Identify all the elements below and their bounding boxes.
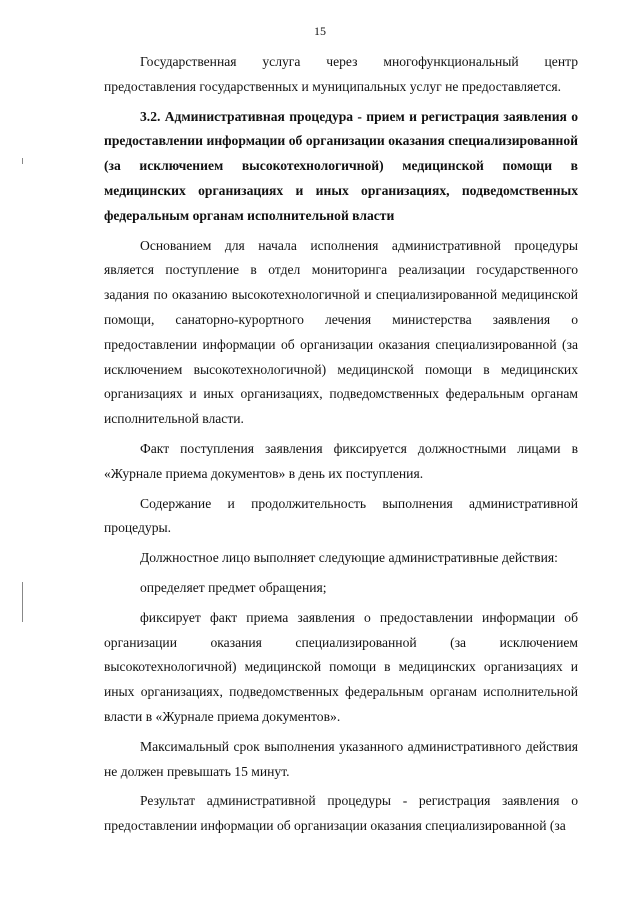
paragraph-registration-fact: Факт поступления заявления фиксируется должностными лицами в «Журнале приема документов» в день их поступления.: [104, 440, 578, 481]
paragraph-basis: Основанием для начала исполнения административной процедуры является поступление в отдел мониторинга реализации государственного задания по оказанию высокотехнологичной и специализированной медицинской помощи, санаторно-курортного лечения министерства заявления о предоставлении информации об организации оказания специализированной (за исключением высокотехнологичной) медицинской помощи в медицинских организациях и иных организациях, подведомственных федеральным органам исполнительной власти.: [104, 237, 578, 427]
paragraph-max-time: Максимальный срок выполнения указанного административного действия не должен превышать 15 минут.: [104, 738, 578, 779]
margin-mark-top: [22, 158, 23, 164]
paragraph-mfc-note: Государственная услуга через многофункциональный центр предоставления государственных и муниципальных услуг не предоставляется.: [104, 54, 578, 94]
paragraph-result: Результат административной процедуры - регистрация заявления о предоставлении информации об организации оказания специализированной (за: [104, 793, 578, 834]
paragraph-record-receipt: фиксирует факт приема заявления о предоставлении информации об организации оказания специализированной (за исключением высокотехнологичной) медицинской помощи в медицинских организациях и иных организациях, подведомственных федеральным органам исполнительной власти в «Журнале приема документов».: [104, 609, 578, 724]
section-heading-3-2: 3.2. Административная процедура - прием и регистрация заявления о предоставлении информации об организации оказания специализированной (за исключением высокотехнологичной) медицинской помощи в медицинских организациях и иных организациях, подведомственных федеральным органам исполнительной власти: [104, 108, 578, 223]
paragraph-official-actions: Должностное лицо выполняет следующие административные действия:: [140, 550, 558, 566]
margin-mark-bottom: [22, 582, 23, 622]
paragraph-content-duration: Содержание и продолжительность выполнения административной процедуры.: [104, 495, 578, 536]
page-number: 15: [314, 24, 326, 38]
document-body: [104, 50, 578, 844]
paragraph-determine-subject: определяет предмет обращения;: [140, 579, 327, 595]
